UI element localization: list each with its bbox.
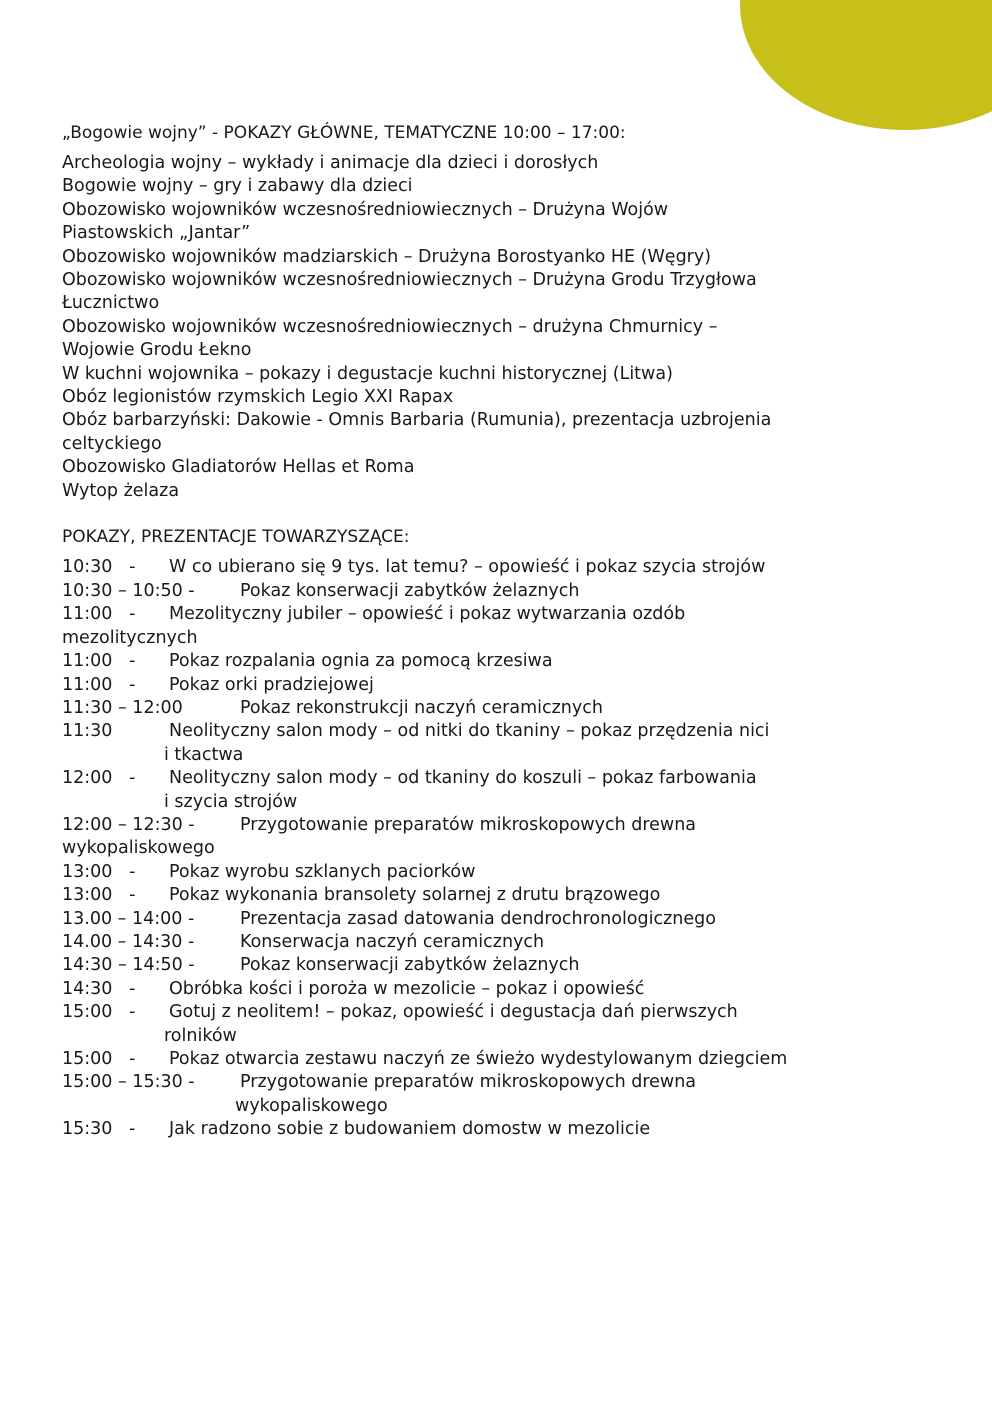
schedule-row [62, 697, 942, 720]
schedule-description: Pokaz rekonstrukcji naczyń ceramicznych [240, 697, 603, 718]
schedule-time: 14:30 - [62, 978, 136, 999]
schedule-time: 15:00 - [62, 1002, 136, 1023]
schedule-time: 15:00 – 15:30 - [62, 1072, 195, 1093]
section-spacer [62, 503, 942, 526]
schedule-time: 14.00 – 14:30 - [62, 931, 195, 952]
schedule-description-continued: wykopaliskowego [62, 838, 215, 859]
schedule-description: Gotuj z neolitem! – pokaz, opowieść i degustacja dań pierwszych [169, 1002, 738, 1023]
main-list-item: Bogowie wojny – gry i zabawy dla dzieci [62, 176, 413, 197]
schedule-time: 13.00 – 14:00 - [62, 908, 195, 929]
side-section-list [62, 556, 942, 1141]
schedule-row [62, 650, 942, 673]
schedule-row [62, 1048, 942, 1071]
schedule-time: 13:00 - [62, 861, 136, 882]
schedule-description: Neolityczny salon mody – od nitki do tkaniny – pokaz przędzenia nici [169, 721, 770, 742]
schedule-row [62, 931, 942, 954]
main-list-item: Łucznictwo [62, 293, 160, 314]
main-list-item: W kuchni wojownika – pokazy i degustacje kuchni historycznej (Litwa) [62, 363, 673, 384]
schedule-description-continued: rolników [164, 1025, 237, 1046]
schedule-description: Pokaz wyrobu szklanych paciorków [169, 861, 476, 882]
main-list-item: Wytop żelaza [62, 480, 180, 501]
schedule-description: W co ubierano się 9 tys. lat temu? – opowieść i pokaz szycia strojów [169, 557, 766, 578]
main-list-item: Obozowisko wojowników wczesnośredniowiecznych – Drużyna Wojów [62, 199, 669, 220]
main-section-list [62, 152, 942, 503]
schedule-time: 10:30 - [62, 557, 136, 578]
schedule-row [62, 720, 942, 743]
schedule-row [62, 884, 942, 907]
schedule-row [62, 1001, 942, 1024]
schedule-description: Mezolityczny jubiler – opowieść i pokaz wytwarzania ozdób [169, 604, 686, 625]
schedule-row [62, 603, 942, 626]
schedule-description: Obróbka kości i poroża w mezolicie – pokaz i opowieść [169, 978, 645, 999]
main-list-item: Archeologia wojny – wykłady i animacje dla dzieci i dorosłych [62, 153, 599, 173]
schedule-row [62, 1071, 942, 1094]
schedule-row [62, 767, 942, 790]
schedule-time: 15:00 - [62, 1049, 136, 1070]
schedule-description: Pokaz rozpalania ognia za pomocą krzesiwa [169, 651, 553, 672]
schedule-row [62, 1118, 942, 1141]
schedule-time: 11:30 – 12:00 [62, 697, 183, 718]
main-list-item: Obóz legionistów rzymskich Legio XXI Rapax [62, 387, 454, 408]
schedule-time: 13:00 - [62, 885, 136, 906]
schedule-description-continued: mezolitycznych [62, 627, 198, 648]
schedule-description: Jak radzono sobie z budowaniem domostw w mezolicie [169, 1119, 651, 1140]
schedule-time: 12:00 - [62, 768, 136, 789]
main-list-item: Obozowisko Gladiatorów Hellas et Roma [62, 457, 415, 478]
schedule-description-continued: i szycia strojów [164, 791, 298, 812]
schedule-row [62, 556, 942, 579]
main-list-item: Obozowisko wojowników wczesnośredniowiecznych – drużyna Chmurnicy – [62, 316, 718, 337]
schedule-description: Neolityczny salon mody – od tkaniny do koszuli – pokaz farbowania [169, 768, 757, 789]
schedule-description: Konserwacja naczyń ceramicznych [240, 931, 545, 952]
schedule-time: 11:00 - [62, 604, 136, 625]
schedule-row [62, 814, 942, 837]
schedule-row [62, 954, 942, 977]
schedule-time: 15:30 - [62, 1119, 136, 1140]
side-section-title: POKAZY, PREZENTACJE TOWARZYSZĄCE: [62, 527, 410, 548]
main-list-item: Piastowskich „Jantar” [62, 223, 251, 244]
main-section-title: „Bogowie wojny” - POKAZY GŁÓWNE, TEMATYCZNE 10:00 – 17:00: [62, 123, 626, 143]
schedule-time: 10:30 – 10:50 - [62, 580, 195, 601]
schedule-time: 11:00 - [62, 651, 136, 672]
schedule-description: Pokaz konserwacji zabytków żelaznych [240, 580, 580, 601]
schedule-description-continued: i tkactwa [164, 744, 244, 765]
schedule-description-continued: wykopaliskowego [235, 1095, 388, 1116]
schedule-row [62, 674, 942, 697]
schedule-description: Pokaz konserwacji zabytków żelaznych [240, 955, 580, 976]
schedule-description: Pokaz wykonania bransolety solarnej z drutu brązowego [169, 885, 661, 906]
main-list-item: Obozowisko wojowników madziarskich – Drużyna Borostyanko HE (Węgry) [62, 246, 712, 267]
schedule-description: Prezentacja zasad datowania dendrochronologicznego [240, 908, 716, 929]
schedule-row [62, 861, 942, 884]
page-content [62, 122, 942, 1142]
schedule-description: Przygotowanie preparatów mikroskopowych drewna [240, 1072, 697, 1093]
schedule-time: 12:00 – 12:30 - [62, 814, 195, 835]
main-list-item: celtyckiego [62, 433, 162, 454]
schedule-description: Pokaz orki pradziejowej [169, 674, 374, 695]
schedule-row [62, 908, 942, 931]
schedule-description: Przygotowanie preparatów mikroskopowych drewna [240, 814, 697, 835]
schedule-description: Pokaz otwarcia zestawu naczyń ze świeżo wydestylowanym dziegciem [169, 1049, 788, 1070]
schedule-row [62, 580, 942, 603]
main-list-item: Obozowisko wojowników wczesnośredniowiecznych – Drużyna Grodu Trzygłowa [62, 270, 757, 291]
schedule-time: 14:30 – 14:50 - [62, 955, 195, 976]
schedule-time: 11:30 [62, 721, 113, 742]
main-list-item: Wojowie Grodu Łekno [62, 340, 252, 361]
date-badge [740, 0, 992, 130]
schedule-time: 11:00 - [62, 674, 136, 695]
main-list-item: Obóz barbarzyński: Dakowie - Omnis Barbaria (Rumunia), prezentacja uzbrojenia [62, 410, 772, 431]
schedule-row [62, 978, 942, 1001]
